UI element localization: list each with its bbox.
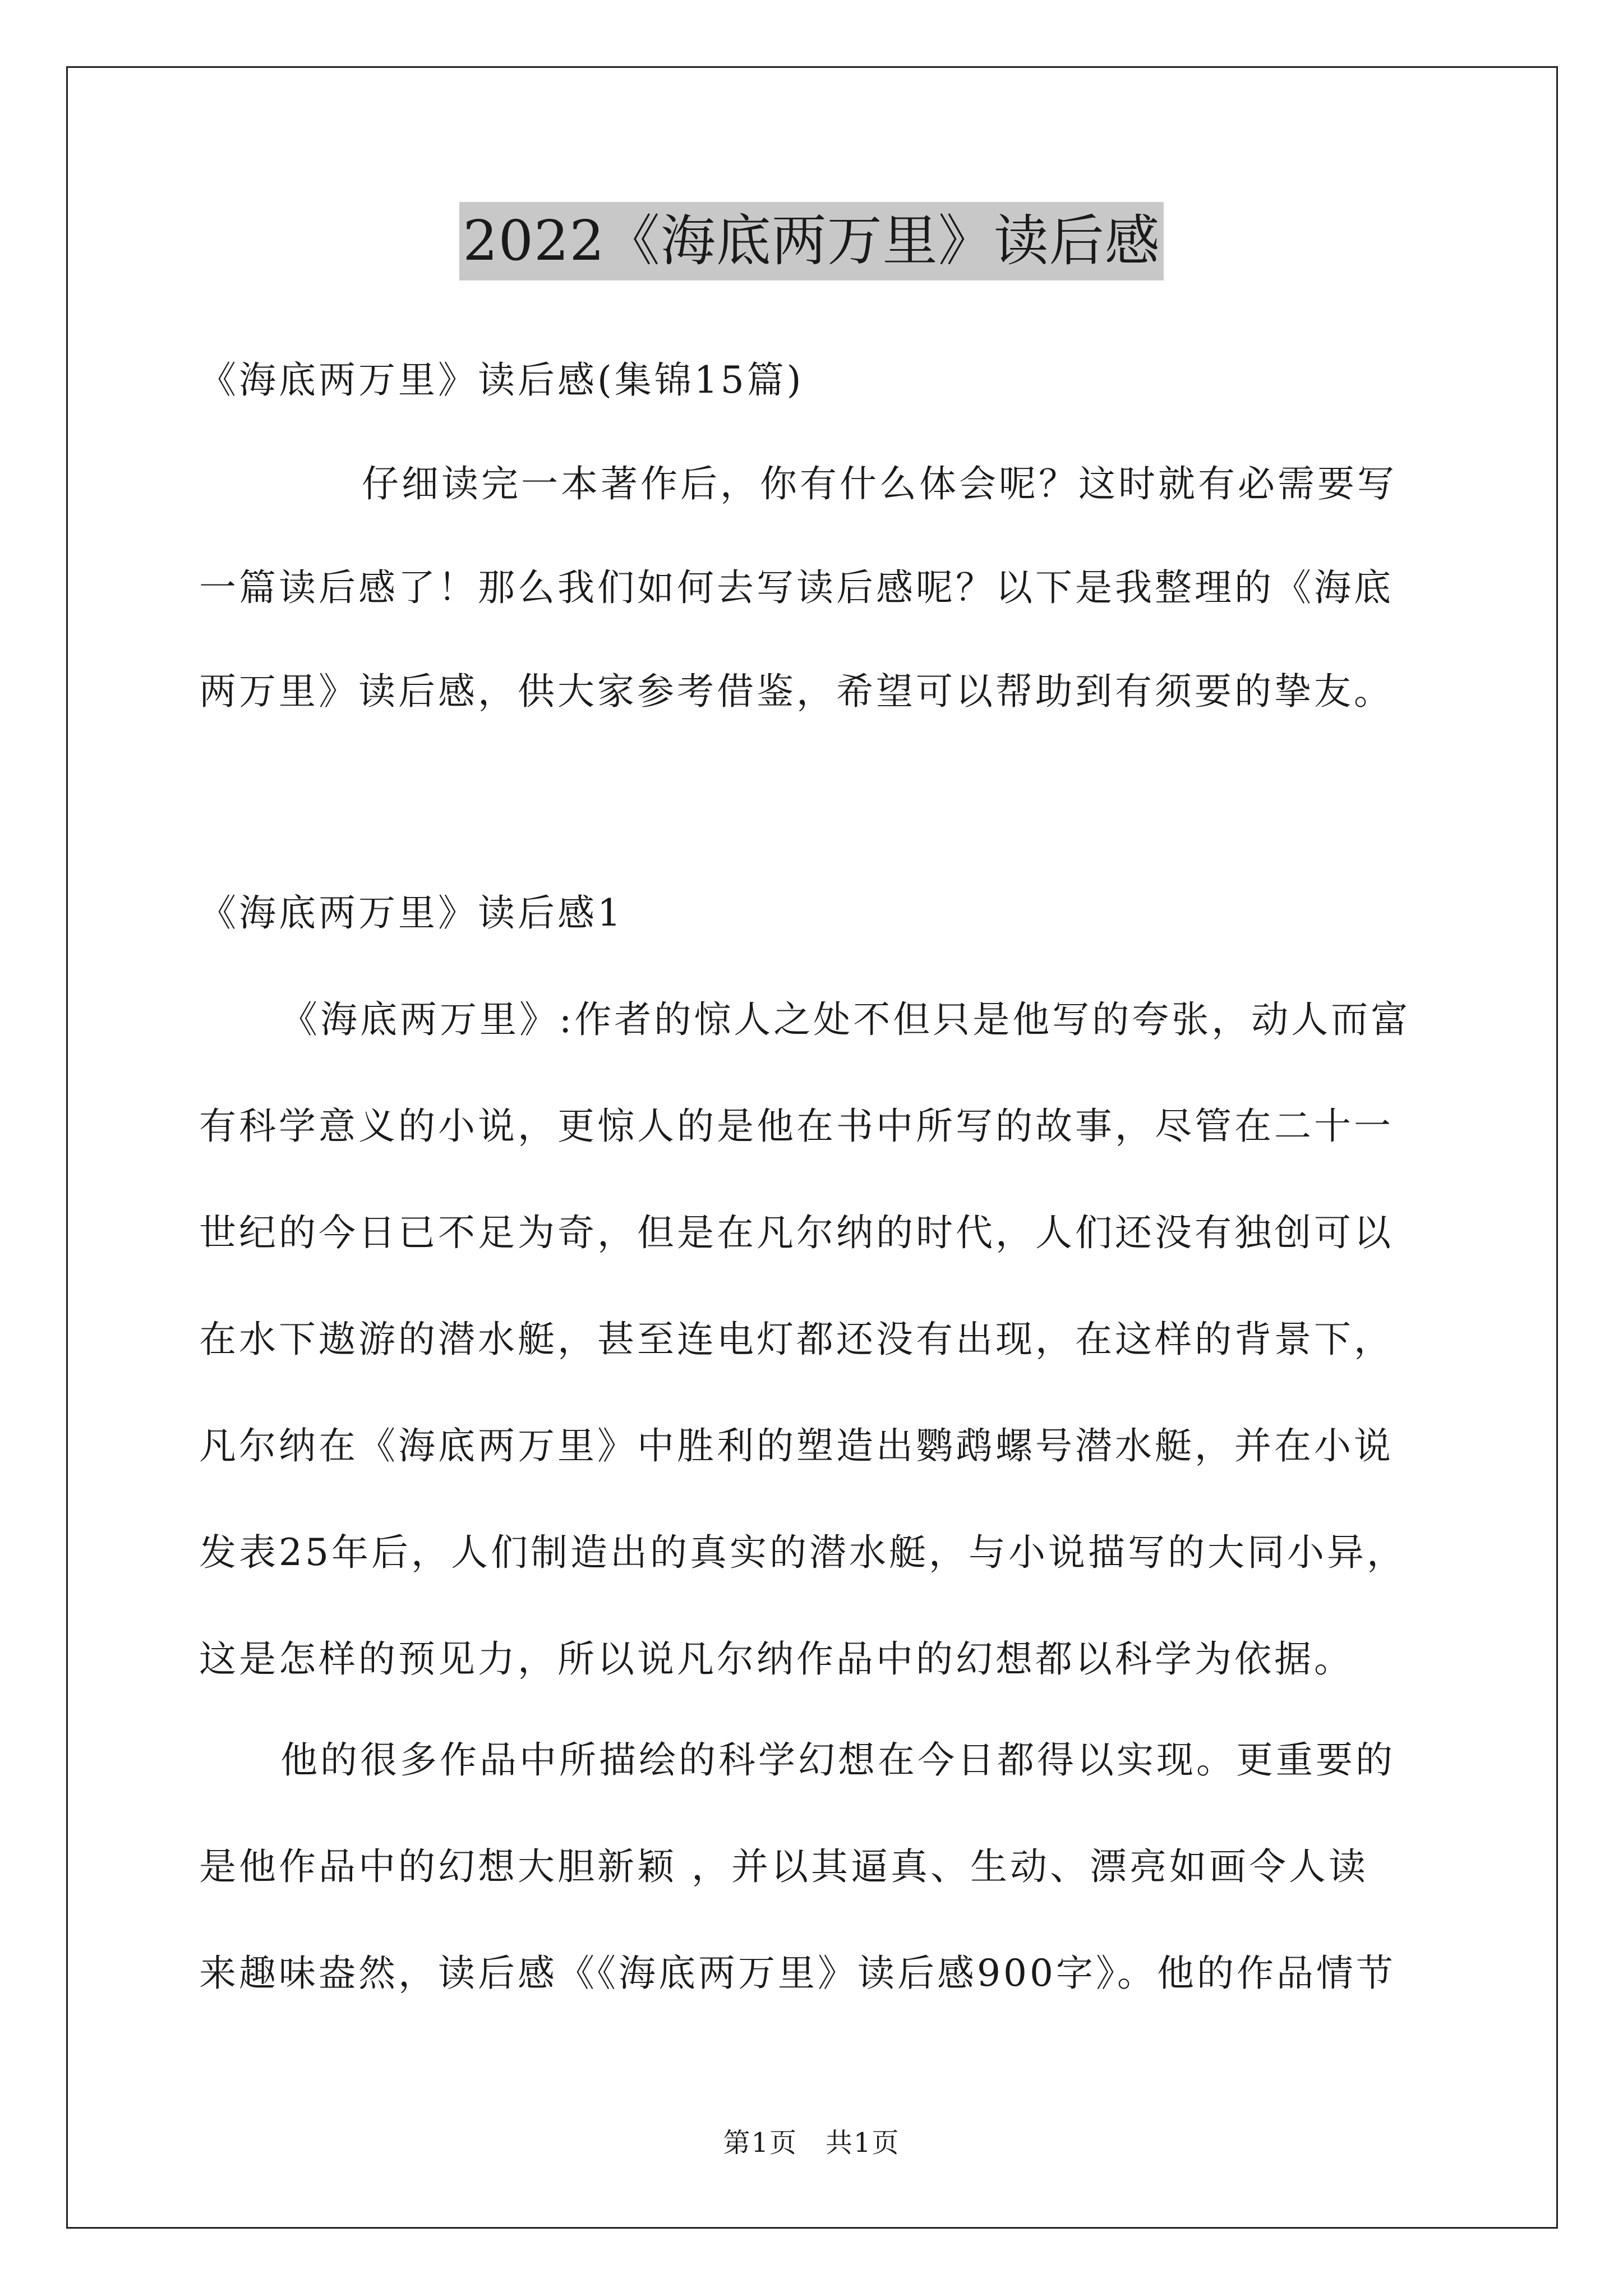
intro-line: 两万里》读后感，供大家参考借鉴，希望可以帮助到有须要的挚友。	[199, 670, 1394, 713]
page-footer: 第1页 共1页	[723, 2127, 900, 2159]
intro-paragraph	[199, 457, 1433, 769]
paragraph-line: 世纪的今日已不足为奇，但是在凡尔纳的时代，人们还没有独创可以	[199, 1211, 1394, 1254]
paragraph-line: 《海底两万里》:作者的惊人之处不但只是他写的夸张，动人而富	[280, 998, 1411, 1041]
body-paragraph-1	[199, 993, 1410, 1739]
collection-subtitle: 《海底两万里》读后感(集锦15篇)	[199, 358, 804, 402]
intro-line: 一篇读后感了！那么我们如何去写读后感呢？以下是我整理的《海底	[199, 566, 1394, 609]
paragraph-line: 是他作品中的幻想大胆新颖 ，并以其逼真、生动、漂亮如画令人读	[199, 1845, 1368, 1888]
paragraph-line: 有科学意义的小说，更惊人的是他在书中所写的故事，尽管在二十一	[199, 1105, 1394, 1148]
paragraph-line: 这是怎样的预见力，所以说凡尔纳作品中的幻想都以科学为依据。	[199, 1637, 1354, 1681]
paragraph-line: 凡尔纳在《海底两万里》中胜利的塑造出鹦鹉螺号潜水艇，并在小说	[199, 1424, 1394, 1467]
paragraph-line: 来趣味盎然，读后感《《海底两万里》读后感900字》。他的作品情节	[199, 1952, 1396, 1995]
body-paragraph-2	[199, 1733, 1396, 2053]
document-title: 2022《海底两万里》读后感	[459, 202, 1163, 280]
paragraph-line: 在水下遨游的潜水艇，甚至连电灯都还没有出现，在这样的背景下，	[199, 1318, 1394, 1361]
intro-line: 仔细读完一本著作后，你有什么体会呢？这时就有必需要写	[362, 462, 1397, 505]
section-heading: 《海底两万里》读后感1	[199, 891, 624, 935]
title-container	[0, 202, 1623, 280]
paragraph-line: 发表25年后，人们制造出的真实的潜水艇，与小说描写的大同小异，	[199, 1531, 1407, 1574]
paragraph-line: 他的很多作品中所描绘的科学幻想在今日都得以实现。更重要的	[280, 1738, 1395, 1782]
